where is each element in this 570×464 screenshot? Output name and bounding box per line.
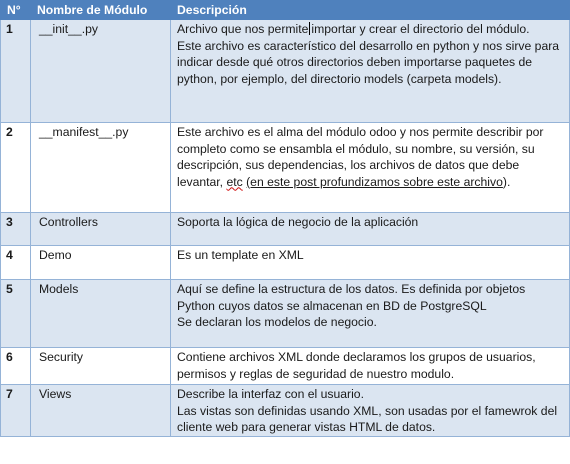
row-module: Controllers <box>31 213 171 246</box>
row-description[interactable] <box>171 123 570 213</box>
row-num: 1 <box>1 20 31 123</box>
post-link[interactable]: (en este post profundizamos sobre este archivo <box>246 174 503 189</box>
row-module: __init__.py <box>31 20 171 123</box>
spellcheck-word: etc <box>226 174 243 189</box>
description-text: Este archivo es el alma del módulo odoo y nos permite describir por completo como se ensambla el módulo, su nombre, su versión, su descripción, sus dependencias, los archivos de datos que debe levantar, <box>177 125 544 189</box>
description-paragraph: Aquí se define la estructura de los datos. Es definida por objetos Python cuyos datos se almacenan en BD de PostgreSQL <box>177 282 526 313</box>
row-num: 2 <box>1 123 31 213</box>
row-num: 4 <box>1 246 31 280</box>
description-text: Archivo que nos permite <box>177 22 309 36</box>
description-text: importar y crear el directorio del módulo. <box>311 22 530 36</box>
row-description: Contiene archivos XML donde declaramos los grupos de usuarios, permisos y reglas de seguridad de nuestro modulo. <box>171 348 570 385</box>
row-module: Views <box>31 385 171 437</box>
description-paragraph: Describe la interfaz con el usuario. <box>177 387 364 401</box>
table-header-row <box>1 1 570 20</box>
description-paragraph: Este archivo es característico del desarrollo en python y nos sirve para indicar desde qué otros directorios deben importarse paquetes de python, por ejemplo, del directorio models (carpeta models). <box>177 38 560 86</box>
table-row <box>1 246 570 280</box>
row-num: 7 <box>1 385 31 437</box>
header-module: Nombre de Módulo <box>31 1 171 20</box>
table-row <box>1 348 570 385</box>
row-num: 6 <box>1 348 31 385</box>
table-row <box>1 213 570 246</box>
row-module: Demo <box>31 246 171 280</box>
description-paragraph: Se declaran los modelos de negocio. <box>177 315 377 329</box>
row-num: 5 <box>1 280 31 348</box>
row-description <box>171 280 570 348</box>
row-description <box>171 385 570 437</box>
row-module: Security <box>31 348 171 385</box>
table-row <box>1 20 570 123</box>
table-row <box>1 123 570 213</box>
description-paragraph: Las vistas son definidas usando XML, son usadas por el famewrok del cliente web para generar vistas HTML de datos. <box>177 403 558 434</box>
row-description: Soporta la lógica de negocio de la aplicación <box>171 213 570 246</box>
description-text: ). <box>502 174 511 189</box>
row-description: Es un template en XML <box>171 246 570 280</box>
row-module: __manifest__.py <box>31 123 171 213</box>
table-row <box>1 280 570 348</box>
table-row <box>1 385 570 437</box>
row-module: Models <box>31 280 171 348</box>
header-num: N° <box>1 1 31 20</box>
row-num: 3 <box>1 213 31 246</box>
header-description: Descripción <box>171 1 570 20</box>
row-description[interactable] <box>171 20 570 123</box>
